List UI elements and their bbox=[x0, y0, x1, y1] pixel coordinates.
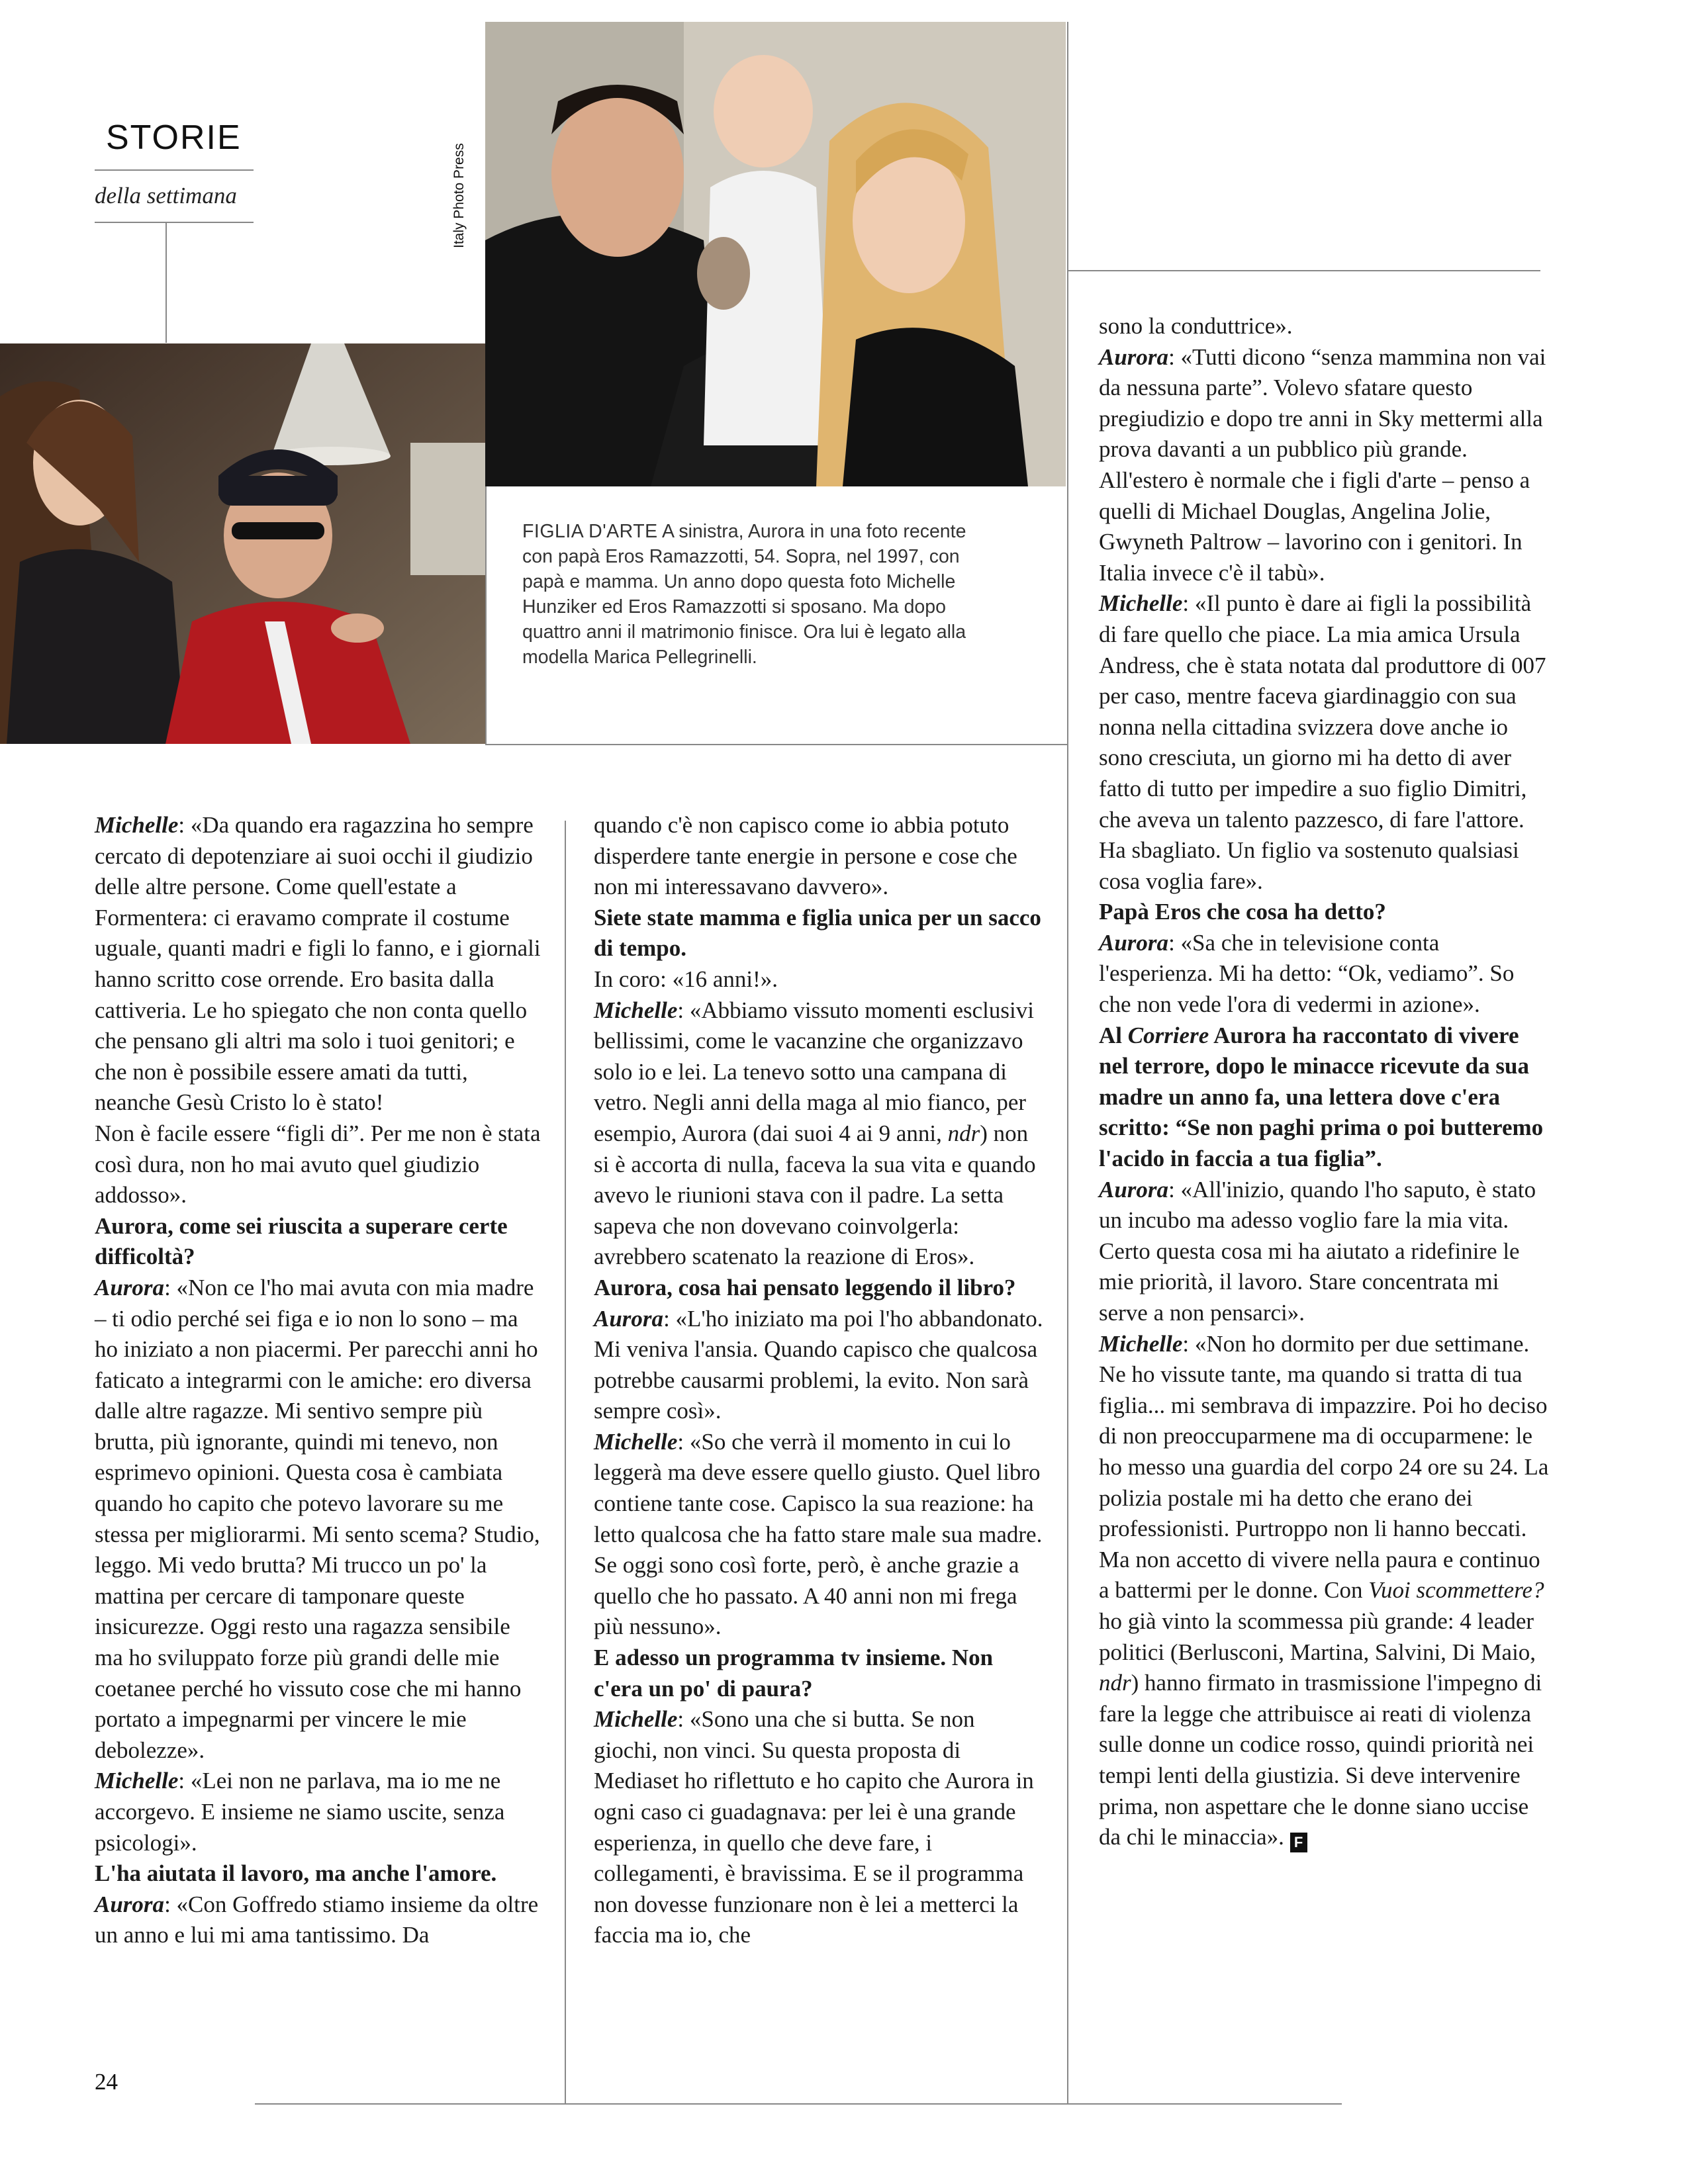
paragraph-text: : «Sa che in televisione conta l'esperienza. Mi ha detto: “Ok, vediamo”. So che non vede l'ora di vedermi in azione». bbox=[1099, 929, 1515, 1018]
paragraph-text: : «Abbiamo vissuto momenti esclusivi bellissimi, come le vacanzine che organizzavo solo io e lei. La tenevo sotto una campana di vetro. Negli anni della maga al mio fianco, per esempio, Aurora (dai suoi 4 ai 9 anni, bbox=[594, 997, 1034, 1146]
paragraph: Non è facile essere “figli di”. Per me non è stata così dura, non ho mai avuto quel giudizio addosso». bbox=[95, 1120, 541, 1208]
paragraph bbox=[1099, 928, 1549, 1021]
speaker-label: Michelle bbox=[594, 997, 678, 1023]
paragraph: sono la conduttrice». bbox=[1099, 313, 1293, 339]
photo-family-1997 bbox=[485, 22, 1066, 486]
section-title: STORIE bbox=[106, 118, 242, 157]
section-subtitle-rule bbox=[95, 222, 254, 223]
interview-question: L'ha aiutata il lavoro, ma anche l'amore. bbox=[95, 1860, 497, 1887]
ndr-note: ndr bbox=[1099, 1670, 1131, 1696]
section-title-rule bbox=[95, 169, 254, 171]
speaker-label: Michelle bbox=[95, 1768, 179, 1794]
paragraph bbox=[1099, 342, 1549, 589]
caption-lead: FIGLIA D'ARTE bbox=[522, 521, 658, 542]
paragraph-text: ) non si è accorta di nulla, faceva la sua vita e quando avevo le riunioni stava con il padre. La setta sapeva che non dovevano coinvolgerla: avrebbero scatenato la reazione di Eros». bbox=[594, 1120, 1036, 1270]
paragraph bbox=[95, 1766, 543, 1858]
caption-text: A sinistra, Aurora in una foto recente con papà Eros Ramazzotti, 54. Sopra, nel 1997, con papà e mamma. Un anno dopo questa foto Michelle Hunziker ed Eros Ramazzotti si sposano. Ma dopo quattro anni il matrimonio finisce. Ora lui è legato alla modella Marica Pellegrinelli. bbox=[522, 521, 966, 668]
rule-top-right bbox=[1067, 270, 1540, 271]
paragraph bbox=[594, 1304, 1044, 1427]
section-subtitle: della settimana bbox=[95, 183, 237, 208]
paragraph bbox=[95, 1273, 543, 1766]
article-column-3 bbox=[1099, 311, 1549, 1853]
page-number: 24 bbox=[95, 2069, 118, 2095]
interview-question: Aurora, cosa hai pensato leggendo il libro? bbox=[594, 1274, 1016, 1300]
show-title: Vuoi scommettere? bbox=[1368, 1577, 1544, 1604]
article-column-1 bbox=[95, 810, 543, 1951]
speaker-label: Michelle bbox=[95, 812, 179, 838]
question-text: Al bbox=[1099, 1022, 1128, 1048]
paragraph: In coro: «16 anni!». bbox=[594, 966, 778, 992]
speaker-label: Aurora bbox=[1099, 1176, 1169, 1203]
article-column-2 bbox=[594, 810, 1044, 1951]
photo-aurora-and-eros bbox=[0, 343, 485, 744]
paragraph-text: : «Non ce l'ho mai avuta con mia madre – ti odio perché sei figa e io non lo sono – ma ho iniziato a non piacermi. Per parecchi anni ho faticato a integrarmi con le amiche: ero diversa dalle altre ragazze. Mi sentivo sempre più brutta, più ignorante, quindi mi tenevo, non esprimevo opinioni. Questa cosa è cambiata quando ho capito che potevo lavorare su me stessa per migliorarmi. Mi sento scema? Studio, leggo. Mi vedo brutta? Mi trucco un po' la mattina per cercare di tamponare queste insicurezze. Oggi resto una ragazza sensibile ma ho sviluppato forze più grandi delle mie coetanee perché ho vissuto cose che mi hanno portato a impegnarmi per vincere le mie debolezze». bbox=[95, 1274, 540, 1763]
paragraph: quando c'è non capisco come io abbia potuto disperdere tante energie in persone e cose che non mi interessavano davvero». bbox=[594, 812, 1017, 900]
speaker-label: Aurora bbox=[95, 1891, 165, 1917]
caption-rule-bottom bbox=[485, 744, 1068, 745]
interview-question: Siete state mamma e figlia unica per un sacco di tempo. bbox=[594, 904, 1041, 962]
interview-question: Papà Eros che cosa ha detto? bbox=[1099, 899, 1386, 925]
speaker-label: Michelle bbox=[1099, 1330, 1183, 1357]
paragraph-text: ho già vinto la scommessa più grande: 4 leader politici (Berlusconi, Martina, Salvini, Di Maio, bbox=[1099, 1608, 1536, 1665]
interview-question: E adesso un programma tv insieme. Non c'era un po' di paura? bbox=[594, 1645, 994, 1702]
paragraph bbox=[95, 810, 543, 1118]
speaker-label: Aurora bbox=[1099, 929, 1169, 956]
paragraph-text: : «So che verrà il momento in cui lo leggerà ma deve essere quello giusto. Quel libro contiene tante cose. Capisco la sua reazione: ha letto qualcosa che ha fatto stare male sua madre. Se oggi sono così forte, però, è anche grazie a quello che ho passato. A 40 anni non mi frega più nessuno». bbox=[594, 1428, 1043, 1640]
column-rule-middle bbox=[565, 821, 566, 2103]
question-text: Aurora ha raccontato di vivere nel terrore, dopo le minacce ricevute da sua madre un anno fa, una lettera dove c'era scritto: “Se non paghi prima o poi butteremo l'acido in faccia a tua figlia”. bbox=[1099, 1022, 1544, 1172]
vertical-rule-header bbox=[165, 222, 167, 343]
caption-rule-left bbox=[485, 486, 487, 744]
paragraph-text: : «Sono una che si butta. Se non giochi, non vinci. Su questa proposta di Mediaset ho riflettuto e ho capito che Aurora in ogni caso ci guadagnava: per lei è una grande esperienza, in quello che deve fare, i collegamenti, è bravissima. E se il programma non dovesse funzionare non è lei a metterci la faccia ma io, che bbox=[594, 1706, 1034, 1948]
paragraph bbox=[95, 1889, 543, 1951]
end-of-article-icon: F bbox=[1290, 1833, 1307, 1852]
footer-rule bbox=[255, 2103, 1342, 2105]
interview-question bbox=[1099, 1021, 1549, 1175]
ndr-note: ndr bbox=[947, 1120, 980, 1146]
column-rule-right bbox=[1067, 22, 1068, 2104]
paragraph-text: : «Tutti dicono “senza mammina non vai da nessuna parte”. Volevo sfatare questo pregiudizio e dopo tre anni in Sky mettermi alla prova davanti a un pubblico più grande. All'estero è normale che i figli d'arte – penso a quelli di Michael Douglas, Angelina Jolie, Gwyneth Paltrow – lavorino con i genitori. In Italia invece c'è il tabù». bbox=[1099, 343, 1546, 586]
photo-credit: Italy Photo Press bbox=[451, 143, 467, 248]
paragraph-text: : «Con Goffredo stiamo insieme da oltre un anno e lui mi ama tantissimo. Da bbox=[95, 1891, 539, 1948]
paragraph bbox=[1099, 1175, 1549, 1329]
paragraph-text: : «Il punto è dare ai figli la possibilità di fare quello che piace. La mia amica Ursula Andress, che è stata notata dal produttore di 007 per caso, mentre faceva giardinaggio con sua nonna nella cittadina svizzera dove anche io sono cresciuta, un giorno mi ha detto di aver fatto di tutto per impedire a suo figlio Dimitri, che aveva un talento pazzesco, di fare l'attore. Ha sbagliato. Un figlio va sostenuto qualsiasi cosa voglia fare». bbox=[1099, 590, 1546, 894]
speaker-label: Michelle bbox=[594, 1706, 678, 1733]
paragraph-text: : «L'ho iniziato ma poi l'ho abbandonato. Mi veniva l'ansia. Quando capisco che qualcosa potrebbe causarmi problemi, la evito. Non sarà sempre così». bbox=[594, 1305, 1043, 1424]
speaker-label: Michelle bbox=[1099, 590, 1183, 617]
newspaper-name: Corriere bbox=[1127, 1022, 1209, 1048]
paragraph bbox=[594, 1427, 1044, 1643]
paragraph bbox=[1099, 1329, 1549, 1853]
speaker-label: Aurora bbox=[95, 1274, 165, 1300]
photo-caption bbox=[522, 519, 986, 670]
paragraph bbox=[594, 1704, 1044, 1951]
speaker-label: Aurora bbox=[594, 1305, 664, 1332]
paragraph-text: : «Da quando era ragazzina ho sempre cercato di depotenziare ai suoi occhi il giudizio delle altre persone. Come quell'estate a Formentera: ci eravamo comprate il costume uguale, quanti madri e figli lo fanno, e i giornali hanno scritto cose orrende. Ero basita dalla cattiveria. Le ho spiegato che non conta quello che pensano gli altri ma solo i tuoi genitori; e che non è possibile essere amati da tutti, neanche Gesù Cristo lo è stato! bbox=[95, 812, 541, 1116]
paragraph-text: : «All'inizio, quando l'ho saputo, è stato un incubo ma adesso voglio fare la mia vita. Certo questa cosa mi ha aiutato a ridefinire le mie priorità, il lavoro. Stare concentrata mi serve a non pensarci». bbox=[1099, 1176, 1536, 1326]
speaker-label: Michelle bbox=[594, 1428, 678, 1455]
speaker-label: Aurora bbox=[1099, 343, 1169, 370]
paragraph-text: : «Non ho dormito per due settimane. Ne ho vissute tante, ma quando si tratta di tua figlia... mi sembrava di impazzire. Poi ho deciso di non preoccuparmene ma di occuparmene: le ho messo una guardia del corpo 24 ore su 24. La polizia postale mi ha detto che erano dei professionisti. Purtroppo non li hanno beccati. Ma non accetto di vivere nella paura e continuo a battermi per le donne. Con bbox=[1099, 1330, 1549, 1604]
paragraph-text: : «Lei non ne parlava, ma io me ne accorgevo. E insieme ne siamo uscite, senza psicologi». bbox=[95, 1768, 505, 1856]
paragraph-text: ) hanno firmato in trasmissione l'impegno di fare la legge che attribuisce ai reati di violenza sulle donne un codice rosso, quindi priorità nei tempi lenti della giustizia. Si deve intervenire prima, non aspettare che le donne siano uccise da chi le minaccia». bbox=[1099, 1670, 1542, 1850]
paragraph bbox=[594, 995, 1044, 1273]
interview-question: Aurora, come sei riuscita a superare certe difficoltà? bbox=[95, 1212, 508, 1270]
paragraph bbox=[1099, 588, 1549, 897]
